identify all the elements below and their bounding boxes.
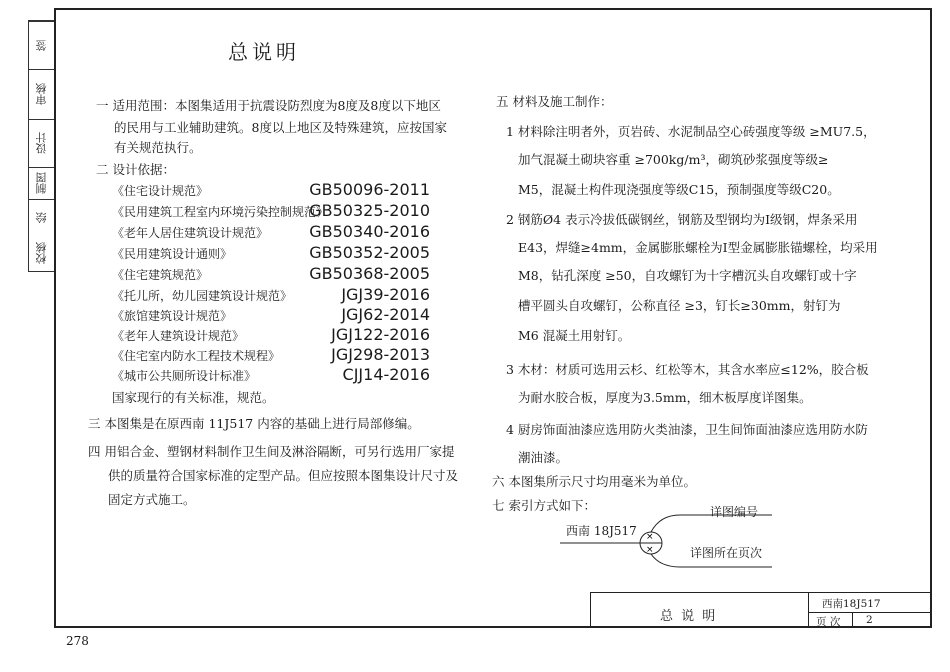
sidebar-cell-drafting: 制图 <box>29 167 55 199</box>
section5-item2-line5: M6 混凝土用射钉。 <box>518 328 631 343</box>
section5-item1-line2: 加气混凝土砌块容重 ≥700kg/m³，砌筑砂浆强度等级≥ <box>518 152 829 167</box>
svg-text:×: × <box>646 545 654 555</box>
section5-item1-line3: M5，混凝土构件现浇强度等级C15，预制强度等级C20。 <box>518 182 840 197</box>
detail-number-label: 详图编号 <box>710 505 759 519</box>
standard-name: 《老年人居住建筑设计规范》 <box>112 226 269 240</box>
section2-footer: 国家现行的有关标准，规范。 <box>112 390 275 405</box>
section4-line1: 四 用铝合金、塑钢材料制作卫生间及淋浴隔断，可另行选用厂家提 <box>88 444 455 459</box>
sidebar-cell-draw: 绘 <box>29 199 55 235</box>
section7-heading: 七 索引方式如下： <box>492 498 596 513</box>
standard-code: CJJ14-2016 <box>342 365 430 384</box>
detail-page-label: 详图所在页次 <box>690 546 763 560</box>
standard-name: 《旅馆建筑设计规范》 <box>112 309 233 323</box>
section1-line1: 一 适用范围：本图集适用于抗震设防烈度为8度及8度以下地区 <box>96 98 441 113</box>
section5-item2-line2: E43，焊缝≥4mm，金属膨胀螺栓为Ⅰ型金属膨胀锚螺栓，均采用 <box>518 240 878 255</box>
standard-code: GB50325-2010 <box>309 201 430 220</box>
standard-code: GB50368-2005 <box>309 264 430 283</box>
section5-item1-line1: 1 材料除注明者外，页岩砖、水泥制品空心砖强度等级 ≥MU7.5， <box>506 124 876 139</box>
sidebar-cell-check: 校核 <box>35 242 48 264</box>
title-block-page-divider <box>852 612 853 628</box>
standard-name: 《托儿所，幼儿园建筑设计规范》 <box>112 289 293 303</box>
section5-item3-line2: 为耐水胶合板，厚度为3.5mm，细木板厚度详图集。 <box>518 390 812 405</box>
title-block-left-border <box>590 592 591 628</box>
standard-code: GB50096-2011 <box>309 180 430 199</box>
title-block-name: 总 说 明 <box>660 609 718 624</box>
title-block-atlas-code: 西南18J517 <box>822 598 881 610</box>
section4-line3: 固定方式施工。 <box>108 492 196 507</box>
standard-name: 《城市公共厕所设计标准》 <box>112 369 257 383</box>
index-symbol-diagram <box>560 505 800 575</box>
section6-text: 六 本图集所示尺寸均用毫米为单位。 <box>492 474 696 489</box>
index-atlas-label: 西南 18J517 <box>566 524 637 538</box>
standard-name: 《老年人建筑设计规范》 <box>112 329 245 343</box>
standard-code: JGJ122-2016 <box>331 325 430 344</box>
sidebar-cell-design: 设计 <box>29 119 55 167</box>
section5-item2-line1: 2 钢筋Ø4 表示冷拔低碳钢丝，钢筋及型钢均为Ⅰ级钢，焊条采用 <box>506 212 858 227</box>
standard-code: JGJ39-2016 <box>341 285 430 304</box>
section5-heading: 五 材料及施工制作： <box>496 94 613 109</box>
section2-heading: 二 设计依据： <box>96 162 175 177</box>
svg-text:×: × <box>646 532 654 542</box>
signature-strip <box>28 20 56 272</box>
title-block-page-label: 页 次 <box>816 616 841 628</box>
standard-name: 《民用建筑工程室内环境污染控制规范》 <box>112 205 329 219</box>
standard-name: 《住宅设计规范》 <box>112 184 209 198</box>
standard-name: 《住宅建筑规范》 <box>112 268 209 282</box>
sidebar-cell-review: 审核 <box>29 69 55 119</box>
section5-item4-line2: 潮油漆。 <box>518 450 569 465</box>
section4-line2: 供的质量符合国家标准的定型产品。但应按照本图集设计尺寸及 <box>108 468 459 483</box>
section5-item2-line4: 槽平圆头自攻螺钉，公称直径 ≥3，钉长≥30mm，射钉为 <box>518 298 841 313</box>
standard-code: GB50352-2005 <box>309 243 430 262</box>
standard-name: 《民用建筑设计通则》 <box>112 247 233 261</box>
section3-text: 三 本图集是在原西南 11J517 内容的基础上进行局部修编。 <box>88 416 420 431</box>
page-title: 总说明 <box>228 40 300 64</box>
title-block-page-value: 2 <box>866 614 873 626</box>
section5-item4-line1: 4 厨房饰面油漆应选用防火类油漆，卫生间饰面油漆应选用防水防 <box>506 422 868 437</box>
section1-line2: 的民用与工业辅助建筑。8度以上地区及特殊建筑，应按国家 <box>114 120 447 135</box>
section5-item2-line3: M8，钻孔深度 ≥50，自攻螺钉为十字槽沉头自攻螺钉或十字 <box>518 268 857 283</box>
standard-code: JGJ298-2013 <box>331 345 430 364</box>
section1-line3: 有关规范执行。 <box>114 140 202 155</box>
standard-name: 《住宅室内防水工程技术规程》 <box>112 349 281 363</box>
signature-mark: 签 <box>29 21 55 69</box>
title-block-top-border <box>590 592 932 593</box>
section5-item3-line1: 3 木材：材质可选用云杉、红松等木，其含水率应≤12%，胶合板 <box>506 362 869 377</box>
title-block-row-divider <box>808 612 932 613</box>
standard-code: JGJ62-2014 <box>341 305 430 324</box>
standard-code: GB50340-2016 <box>309 222 430 241</box>
title-block-divider <box>808 592 809 628</box>
page-number: 278 <box>66 634 89 648</box>
